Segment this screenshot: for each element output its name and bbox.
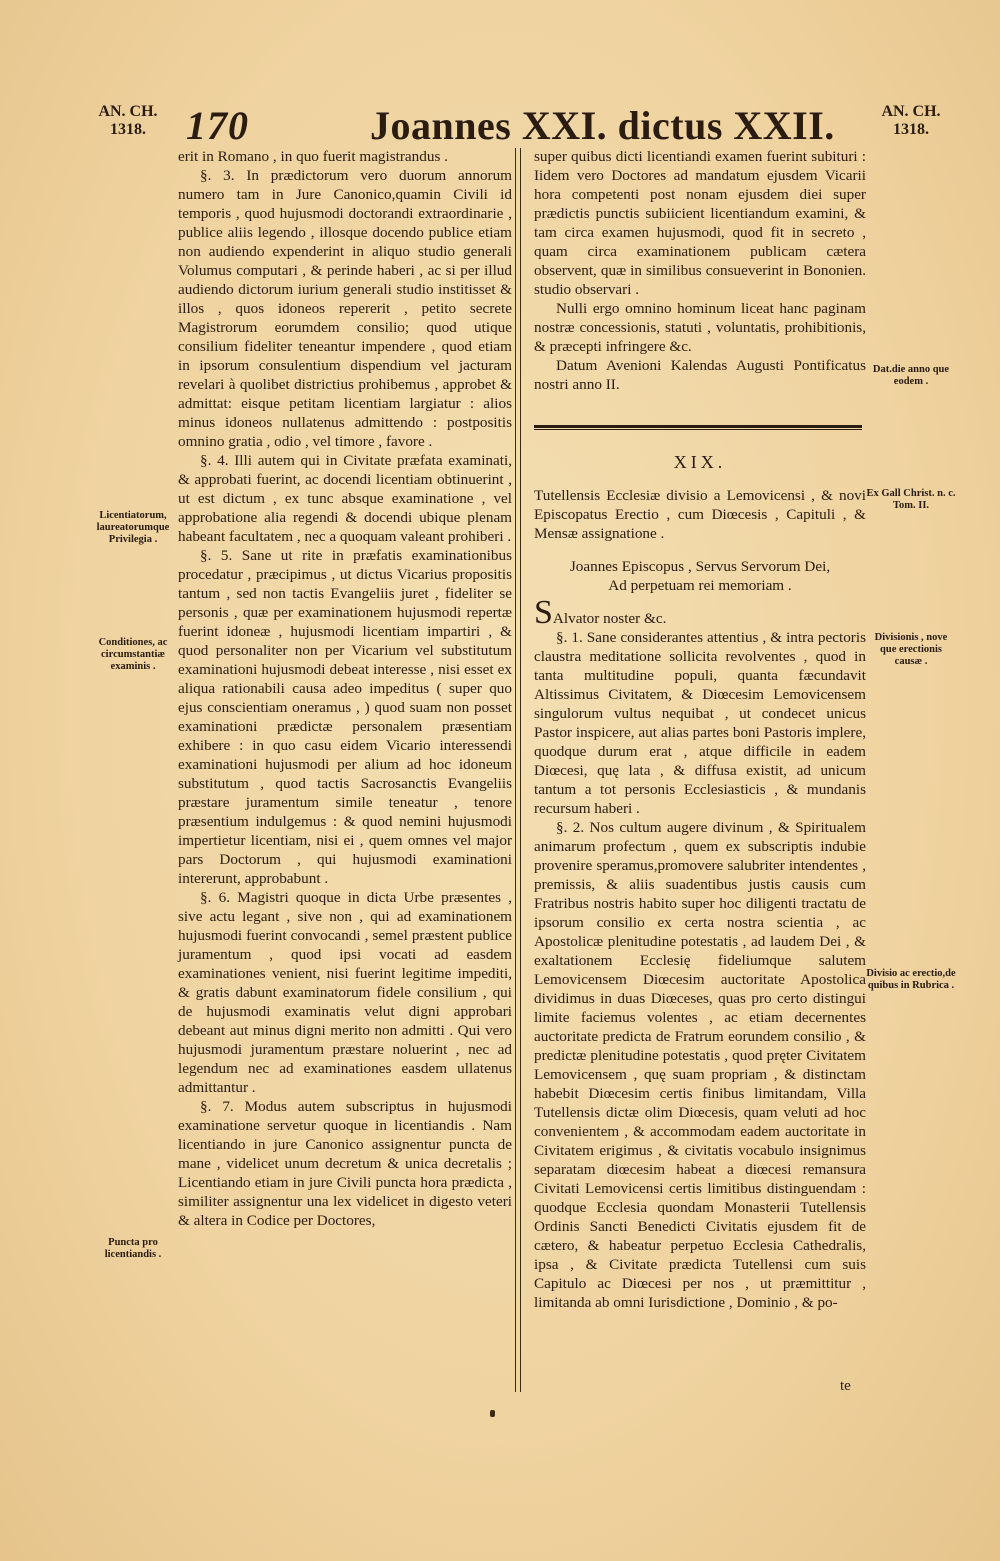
paragraph: §. 2. Nos cultum augere divinum , & Spiritualem animarum profectum , quem ex subscriptis indubie provenire speramus,promovere salubriter intendentes , premissis, & aliis suadentibus justis causis cum Fratribus nostris habito super hoc diligenti tractatu de ipsorum consilio ex certa nostra scientia , ac Apostolicæ plenitudine potestatis , ad laudem Dei , & exaltationem Ecclesię fideliumque salutem Lemovicensem Diœcesim auctoritate Apostolica dividimus in duas Diœceses, quas pro certo distingui limite faciemus volentes , ac etiam decernentes auctoritate predicta de Fratrum eorundem consilio , & predictæ plenitudine potestatis , quod pręter Civitatem Lemovicensem , quę suam propriam , & distinctam habebit Diœcesim certis finibus limitandam, Villa Tutellensis dictæ olim Diœcesis, quam veluti ad hoc convenientem , & accommodam eadem auctoritate in Civitatem erigimus , & civitatis vocabulo insignimus separatam diœcesim habeat a diœcesi remansura Civitati Lemovicensi certis limitibus distinguendam : quodque Ecclesia quondam Monasterii Tutellensis Ordinis Sancti Benedicti Civitatis ejusdem fit de cætero, & habeatur perpetuo Ecclesia Cathedralis, ipsa , & Civitate prædicta Tutellensi cum suis Capitulo ac Diœcesi per nos , ut præmittitur , limitanda ab omni Iurisdictione , Dominio , & po-	[534, 819, 866, 1311]
page-number: 170	[186, 103, 249, 148]
paragraph: §. 7. Modus autem subscriptus in hujusmodi examinatione servetur quoque in licentiandis . Nam licentiando in jure Canonico assignentur puncta de mane , videlicet unum decretum & unica decretalis ; Licentiando etiam in jure Civili puncta hora prædicta , similiter assignentur una lex videlicet in digesto veteri & altera in Codice per Doctores,	[178, 1098, 512, 1229]
margin-note: Dat.die anno que eodem .	[872, 364, 950, 387]
paragraph: §. 4. Illi autem qui in Civitate præfata examinati, & approbati fuerint, ac docendi licentiam obtinuerint , ut est dictum , ex tunc absque examinatione , vel approbatione alia regendi & docendi ubique plenam habeant facultatem , nec a quoquam valeant prohiberi .	[178, 452, 512, 545]
year-header-right	[872, 103, 950, 139]
paragraph: super quibus dicti licentiandi examen fuerint subituri : Iidem vero Doctores ad mandatum ejusdem Vicarii hora competenti post nonam ejusdem diei super prædictis punctis subiicient licentiandum examini, & tam circa examen hujusmodi, quod fit in secreto , quam circa examinationem publicam cætera observent, quæ in similibus consueverint in Bononien. studio observari .	[534, 148, 866, 298]
year-value: 1318.	[893, 121, 929, 138]
column-divider	[520, 148, 521, 1392]
paragraph: Datum Avenioni Kalendas Augusti Pontificatus nostri anno II.	[534, 357, 866, 393]
margin-note: Conditiones, ac circumstantiæ examinis .	[98, 637, 168, 672]
salutation: Joannes Episcopus , Servus Servorum Dei,	[569, 558, 831, 575]
running-title: Joannes XXI. dictus XXII.	[370, 103, 835, 148]
column-divider	[515, 148, 516, 1392]
year-label: AN. CH.	[98, 103, 158, 120]
section-rule	[534, 425, 862, 428]
section-heading: Tutellensis Ecclesiæ divisio a Lemovicensi , & novi Episcopatus Erectio , cum Diœcesis , Capituli , & Mensæ assignatione .	[534, 487, 866, 542]
paragraph: Nulli ergo omnino hominum liceat hanc paginam nostræ concessionis, statuti , voluntatis, prohibitionis, & præcepti infringere &c.	[534, 300, 866, 355]
ink-mark	[490, 1410, 495, 1417]
salutation: Ad perpetuam rei memoriam .	[608, 577, 792, 594]
right-text-column-bottom	[534, 486, 866, 1312]
year-value: 1318.	[110, 121, 146, 138]
opening-text: Alvator noster &c.	[552, 610, 667, 627]
margin-note: Divisionis , nove que erectionis causæ .	[874, 632, 948, 667]
paragraph: §. 1. Sane considerantes attentius , & intra pectoris claustra meditatione sollicita revolventes , quod in tanta multitudine populi, quanta fæcundavit Altissimus Civitatem, & Diœcesim Lemovicensem singulorum vultus nequibat , ut condecet unicus Pastor inspicere, aut alias partes boni Pastoris implere, quodque durum erat , atque difficile in eadem Diœcesi, quę lata , & diffusa existit, ad unicum tantum a tot personis Ecclesiasticis , & mundanis recursum haberi .	[534, 629, 866, 817]
paragraph: §. 5. Sane ut rite in præfatis examinationibus procedatur , præcipimus , ut dictus Vicarius propositis tantum , sed non tactis Evangeliis juret , fideliter se personis , quæ per examinationem hujusmodi repertæ fuerint idoneæ , hujusmodi licentiam impartiri , & quod personaliter non per Vicarium vel substitutum examinationi hujusmodi debeat interesse , nisi esset ex aliqua rationabili causa adeo impeditus ( super quo ejus conscientiam oneramus , ) quod suam non posset examinationi prædictæ personalem præsentiam exhibere : in quo casu eidem Vicario interessendi examinationi hujusmodi per alium ad hoc idoneum substitutum , quod tactis Sacrosanctis Evangeliis præstare juramentum simile teneatur , tenore præsentium indulgemus : & quod nemini hujusmodi impertietur licentiam, nisi ei , quem omnes vel major pars Doctorum , qui hujusmodi examinationi intererunt, approbabunt .	[178, 547, 512, 887]
year-header-left	[98, 103, 158, 139]
margin-note: Ex Gall Christ. n. c. Tom. II.	[866, 488, 956, 511]
year-label: AN. CH.	[881, 103, 941, 120]
catchword: te	[840, 1378, 851, 1394]
margin-note: Puncta pro licentiandis .	[104, 1237, 162, 1260]
section-number: XIX.	[673, 452, 727, 472]
paragraph: §. 6. Magistri quoque in dicta Urbe præsentes , sive actu legant , sive non , qui ad examinationem hujusmodi fuerint convocandi , semel præstent publice juramentum , quod ipsi vocati ad easdem examinationes venient, nisi fuerint legitime impediti, & gratis dabunt examinatorum fidele consilium , qui de hujusmodi examinatis velut digni approbari debeant aut minus digni merito non admitti . Qui vero hujusmodi juramentum præstare noluerint , nec ad legendum nec ad examinationes easdem ullatenus admittantur .	[178, 889, 512, 1096]
opening-line	[534, 594, 866, 631]
right-text-column-top	[534, 147, 866, 394]
margin-note: Licentiatorum, laureatorumque Privilegia .	[96, 510, 170, 545]
paragraph: §. 3. In prædictorum vero duorum annorum numero tam in Jure Canonico,quamin Civili id temporis , quod hujusmodi doctorandi extraordinarie , publice aliis legendo , illosque docendo publice etiam non audiendo expenderint in aliquo studio generali Volumus computari , & perinde haberi , ac si per illud audiendo dictorum iurium generali studio institisset & illos , quos idoneos repererit , petito secrete Magistrorum eorumdem consilio; quod utique consilium fideliter teneantur impendere , quod etiam in ipsorum consulentium dispendium vel jacturam revelari à quolibet districtius prohibemus , approbet & admittat: eisque petitam licentiam largiatur : alios minus idoneos nullatenus admittendo : postpositis omnino gratia , odio , vel timore , favore .	[178, 167, 512, 450]
left-text-column	[178, 147, 512, 1230]
paragraph: erit in Romano , in quo fuerit magistrandus .	[178, 148, 448, 165]
section-rule	[534, 429, 862, 430]
margin-note: Divisio ac erectio,de quibus in Rubrica .	[866, 968, 956, 991]
initial-letter: S	[534, 594, 553, 631]
